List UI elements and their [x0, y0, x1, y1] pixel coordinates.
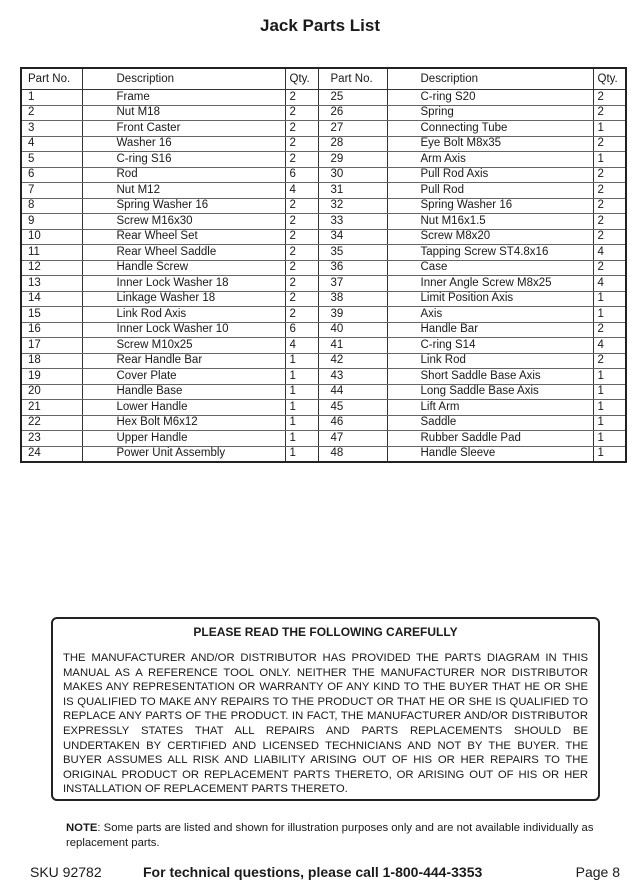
table-row — [21, 260, 626, 276]
part-number: 9 — [21, 214, 82, 230]
table-row — [21, 105, 626, 121]
part-description: Long Saddle Base Axis — [387, 384, 593, 400]
part-number: 22 — [21, 415, 82, 431]
parts-table-body — [21, 90, 626, 463]
part-description: Eye Bolt M8x35 — [387, 136, 593, 152]
part-description: Nut M18 — [82, 105, 285, 121]
part-number: 18 — [21, 353, 82, 369]
part-number: 29 — [318, 152, 387, 168]
part-number: 37 — [318, 276, 387, 292]
part-quantity: 2 — [285, 291, 318, 307]
part-number: 30 — [318, 167, 387, 183]
table-row — [21, 446, 626, 462]
part-number: 42 — [318, 353, 387, 369]
part-description: Screw M16x30 — [82, 214, 285, 230]
part-number: 24 — [21, 446, 82, 462]
part-number: 45 — [318, 400, 387, 416]
part-number: 5 — [21, 152, 82, 168]
part-quantity: 2 — [285, 214, 318, 230]
part-description: Nut M12 — [82, 183, 285, 199]
part-number: 48 — [318, 446, 387, 462]
part-description: Case — [387, 260, 593, 276]
table-row — [21, 384, 626, 400]
part-description: Rear Handle Bar — [82, 353, 285, 369]
part-description: Spring — [387, 105, 593, 121]
part-quantity: 2 — [285, 105, 318, 121]
technical-support-line: For technical questions, please call 1-800-444-3353 — [143, 864, 483, 880]
part-number: 6 — [21, 167, 82, 183]
table-row — [21, 415, 626, 431]
part-number: 46 — [318, 415, 387, 431]
page-number: Page 8 — [575, 864, 620, 880]
part-description: Saddle — [387, 415, 593, 431]
part-description: Linkage Washer 18 — [82, 291, 285, 307]
part-quantity: 2 — [285, 307, 318, 323]
part-number: 12 — [21, 260, 82, 276]
part-description: Washer 16 — [82, 136, 285, 152]
part-number: 25 — [318, 90, 387, 106]
part-quantity: 2 — [285, 260, 318, 276]
part-description: Handle Sleeve — [387, 446, 593, 462]
part-description: Arm Axis — [387, 152, 593, 168]
part-quantity: 2 — [593, 260, 626, 276]
table-row — [21, 400, 626, 416]
part-description: Hex Bolt M6x12 — [82, 415, 285, 431]
part-quantity: 6 — [285, 167, 318, 183]
part-quantity: 2 — [593, 183, 626, 199]
part-description: Nut M16x1.5 — [387, 214, 593, 230]
part-quantity: 4 — [593, 245, 626, 261]
table-row — [21, 198, 626, 214]
part-quantity: 2 — [593, 136, 626, 152]
note-label: NOTE — [66, 822, 98, 834]
part-quantity: 1 — [593, 307, 626, 323]
table-row — [21, 291, 626, 307]
part-quantity: 4 — [285, 338, 318, 354]
part-description: Inner Angle Screw M8x25 — [387, 276, 593, 292]
part-number: 13 — [21, 276, 82, 292]
replacement-parts-note — [66, 821, 596, 851]
table-row — [21, 276, 626, 292]
table-row — [21, 353, 626, 369]
table-row — [21, 214, 626, 230]
part-description: Short Saddle Base Axis — [387, 369, 593, 385]
part-number: 2 — [21, 105, 82, 121]
part-quantity: 2 — [285, 276, 318, 292]
page-title: Jack Parts List — [259, 16, 380, 35]
part-number: 33 — [318, 214, 387, 230]
table-row — [21, 229, 626, 245]
part-description: Lift Arm — [387, 400, 593, 416]
part-description: Pull Rod — [387, 183, 593, 199]
part-description: Cover Plate — [82, 369, 285, 385]
part-number: 4 — [21, 136, 82, 152]
part-quantity: 1 — [593, 291, 626, 307]
part-quantity: 1 — [593, 121, 626, 137]
part-quantity: 1 — [285, 369, 318, 385]
table-row — [21, 183, 626, 199]
part-number: 21 — [21, 400, 82, 416]
sku-number: SKU 92782 — [30, 864, 102, 880]
part-quantity: 1 — [593, 384, 626, 400]
part-number: 32 — [318, 198, 387, 214]
part-number: 28 — [318, 136, 387, 152]
part-description: Rubber Saddle Pad — [387, 431, 593, 447]
part-quantity: 2 — [593, 167, 626, 183]
part-description: Spring Washer 16 — [82, 198, 285, 214]
part-quantity: 2 — [285, 121, 318, 137]
part-description: Inner Lock Washer 10 — [82, 322, 285, 338]
part-quantity: 2 — [285, 198, 318, 214]
part-quantity: 1 — [593, 415, 626, 431]
table-row — [21, 136, 626, 152]
parts-list-table — [20, 67, 627, 463]
table-header-row — [21, 68, 626, 90]
part-description: Tapping Screw ST4.8x16 — [387, 245, 593, 261]
part-quantity: 2 — [593, 90, 626, 106]
table-row — [21, 322, 626, 338]
part-quantity: 2 — [285, 245, 318, 261]
part-number: 8 — [21, 198, 82, 214]
table-row — [21, 90, 626, 106]
table-row — [21, 431, 626, 447]
header-description-2: Description — [387, 68, 593, 90]
part-number: 27 — [318, 121, 387, 137]
part-quantity: 1 — [285, 415, 318, 431]
part-description: Handle Screw — [82, 260, 285, 276]
table-row — [21, 167, 626, 183]
part-description: Link Rod Axis — [82, 307, 285, 323]
part-quantity: 1 — [285, 353, 318, 369]
part-number: 17 — [21, 338, 82, 354]
part-description: Rear Wheel Set — [82, 229, 285, 245]
part-description: Inner Lock Washer 18 — [82, 276, 285, 292]
part-number: 41 — [318, 338, 387, 354]
part-number: 36 — [318, 260, 387, 276]
part-description: Connecting Tube — [387, 121, 593, 137]
part-quantity: 1 — [285, 400, 318, 416]
part-quantity: 2 — [593, 198, 626, 214]
page-footer — [0, 864, 640, 882]
part-number: 1 — [21, 90, 82, 106]
part-number: 19 — [21, 369, 82, 385]
part-quantity: 2 — [285, 229, 318, 245]
part-quantity: 2 — [593, 214, 626, 230]
table-row — [21, 121, 626, 137]
part-number: 20 — [21, 384, 82, 400]
part-description: Screw M10x25 — [82, 338, 285, 354]
note-text: : Some parts are listed and shown for illustration purposes only and are not available individually as replacement parts. — [66, 822, 594, 849]
part-description: C-ring S14 — [387, 338, 593, 354]
part-number: 44 — [318, 384, 387, 400]
part-description: C-ring S16 — [82, 152, 285, 168]
part-quantity: 2 — [593, 105, 626, 121]
header-qty-2: Qty. — [593, 68, 626, 90]
header-description: Description — [82, 68, 285, 90]
part-quantity: 2 — [285, 90, 318, 106]
part-quantity: 2 — [285, 136, 318, 152]
part-number: 39 — [318, 307, 387, 323]
part-number: 10 — [21, 229, 82, 245]
part-description: Front Caster — [82, 121, 285, 137]
part-quantity: 1 — [285, 446, 318, 462]
part-quantity: 1 — [593, 431, 626, 447]
table-row — [21, 369, 626, 385]
part-quantity: 1 — [593, 400, 626, 416]
part-number: 31 — [318, 183, 387, 199]
part-quantity: 4 — [593, 276, 626, 292]
part-number: 3 — [21, 121, 82, 137]
part-description: Spring Washer 16 — [387, 198, 593, 214]
part-number: 26 — [318, 105, 387, 121]
part-description: Rear Wheel Saddle — [82, 245, 285, 261]
part-description: Screw M8x20 — [387, 229, 593, 245]
part-quantity: 1 — [593, 369, 626, 385]
part-quantity: 6 — [285, 322, 318, 338]
part-description: Limit Position Axis — [387, 291, 593, 307]
part-description: Rod — [82, 167, 285, 183]
disclaimer-title: PLEASE READ THE FOLLOWING CAREFULLY — [193, 625, 458, 639]
part-number: 40 — [318, 322, 387, 338]
part-quantity: 2 — [593, 353, 626, 369]
table-row — [21, 245, 626, 261]
part-quantity: 4 — [593, 338, 626, 354]
part-quantity: 1 — [593, 152, 626, 168]
part-number: 14 — [21, 291, 82, 307]
part-quantity: 4 — [285, 183, 318, 199]
part-quantity: 1 — [593, 446, 626, 462]
part-quantity: 1 — [285, 431, 318, 447]
table-row — [21, 152, 626, 168]
part-number: 35 — [318, 245, 387, 261]
header-qty: Qty. — [285, 68, 318, 90]
part-description: Pull Rod Axis — [387, 167, 593, 183]
part-description: Axis — [387, 307, 593, 323]
part-number: 38 — [318, 291, 387, 307]
part-number: 47 — [318, 431, 387, 447]
header-part-no-2: Part No. — [318, 68, 387, 90]
part-description: Handle Base — [82, 384, 285, 400]
part-description: Power Unit Assembly — [82, 446, 285, 462]
header-part-no: Part No. — [21, 68, 82, 90]
part-description: Link Rod — [387, 353, 593, 369]
part-quantity: 2 — [285, 152, 318, 168]
part-quantity: 2 — [593, 229, 626, 245]
part-number: 11 — [21, 245, 82, 261]
part-number: 7 — [21, 183, 82, 199]
part-number: 34 — [318, 229, 387, 245]
disclaimer-box — [51, 617, 600, 801]
part-description: Frame — [82, 90, 285, 106]
table-row — [21, 338, 626, 354]
part-number: 16 — [21, 322, 82, 338]
part-number: 15 — [21, 307, 82, 323]
part-number: 23 — [21, 431, 82, 447]
part-description: Lower Handle — [82, 400, 285, 416]
part-description: Handle Bar — [387, 322, 593, 338]
part-description: C-ring S20 — [387, 90, 593, 106]
disclaimer-text: THE MANUFACTURER AND/OR DISTRIBUTOR HAS PROVIDED THE PARTS DIAGRAM IN THIS MANUAL AS A REFERENCE TOOL ONLY. NEITHER THE MANUFACTURER NOR DISTRIBUTOR MAKES ANY REPRESENTATION OR WARRANTY OF ANY KIND TO THE BUYER THAT HE OR SHE IS QUALIFIED TO MAKE ANY REPAIRS TO THE PRODUCT OR THAT HE OR SHE IS QUALIFIED TO REPLACE ANY PARTS OF THE PRODUCT. IN FACT, THE MANUFACTURER AND/OR DISTRIBUTOR EXPRESSLY STATES THAT ALL REPAIRS AND PARTS REPLACEMENTS SHOULD BE UNDERTAKEN BY CERTIFIED AND LICENSED TECHNICIANS AND NOT BY THE BUYER. THE BUYER ASSUMES ALL RISK AND LIABILITY ARISING OUT OF HIS OR HER REPAIRS TO THE ORIGINAL PRODUCT OR REPLACEMENT PARTS THERETO, OR ARISING OUT OF HIS OR HER INSTALLATION OF REPLACEMENT PARTS THERETO. — [63, 652, 588, 796]
part-quantity: 2 — [593, 322, 626, 338]
part-number: 43 — [318, 369, 387, 385]
table-row — [21, 307, 626, 323]
part-description: Upper Handle — [82, 431, 285, 447]
part-quantity: 1 — [285, 384, 318, 400]
